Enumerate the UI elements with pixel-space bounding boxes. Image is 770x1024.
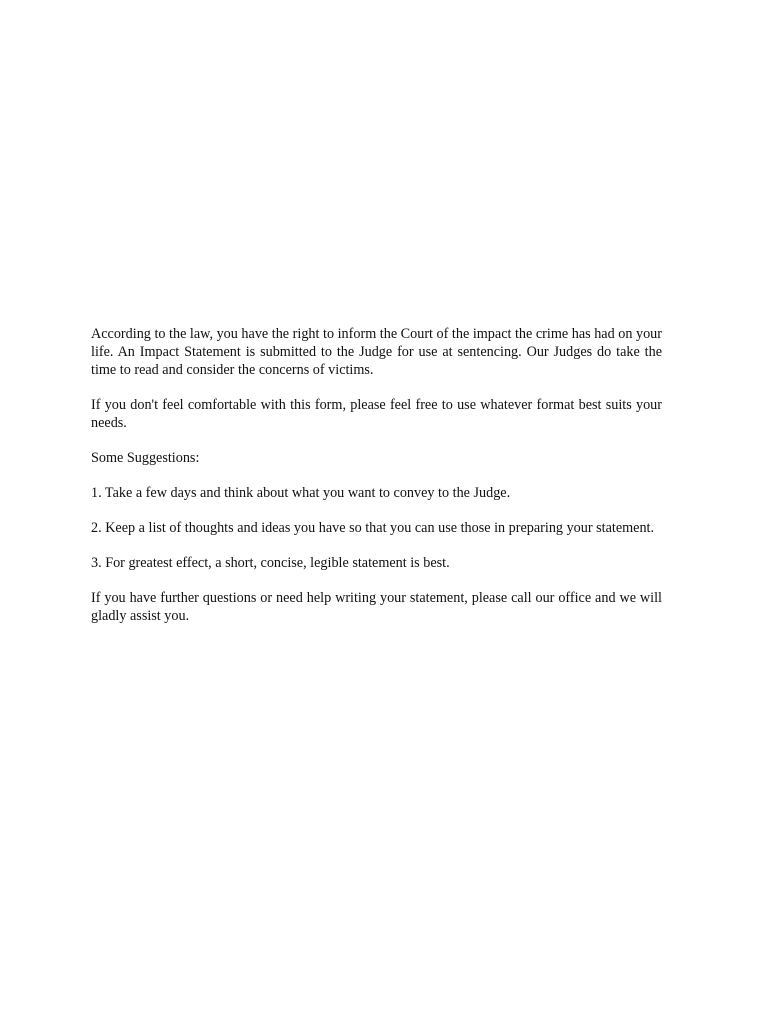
suggestion-item: 1. Take a few days and think about what you want to convey to the Judge.: [91, 485, 511, 501]
document-body: [91, 325, 662, 642]
suggestion-item: 3. For greatest effect, a short, concise, legible statement is best.: [91, 555, 450, 571]
suggestions-heading: Some Suggestions:: [91, 450, 200, 466]
suggestion-item: 2. Keep a list of thoughts and ideas you have so that you can use those in preparing your statement.: [91, 520, 655, 536]
closing-paragraph: If you have further questions or need help writing your statement, please call our office and we will gladly assist you.: [91, 590, 662, 624]
intro-paragraph: According to the law, you have the right to inform the Court of the impact the crime has had on your life. An Impact Statement is submitted to the Judge for use at sentencing. Our Judges do take the time to read and consider the concerns of victims.: [91, 326, 662, 378]
format-note-paragraph: If you don't feel comfortable with this form, please feel free to use whatever format best suits your needs.: [91, 397, 662, 431]
